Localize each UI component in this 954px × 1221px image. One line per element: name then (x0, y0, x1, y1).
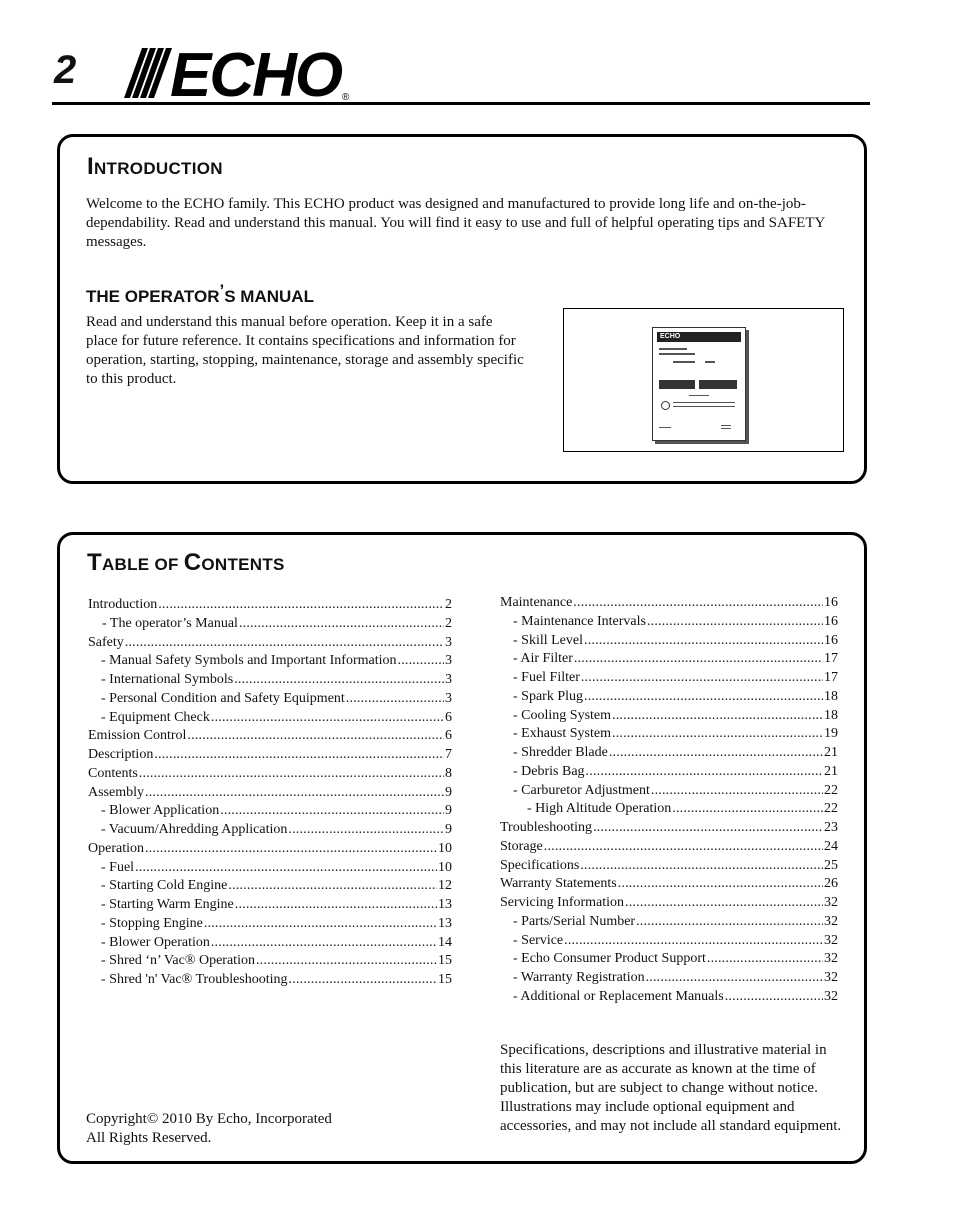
toc-entry (500, 800, 838, 819)
toc-right-column (500, 594, 838, 1007)
toc-leader-dots (612, 725, 823, 744)
toc-entry (88, 934, 452, 953)
toc-leader-dots (647, 613, 823, 632)
toc-entry (88, 615, 452, 634)
toc-entry-label: - High Altitude Operation (527, 801, 672, 817)
manual-cover-image (652, 327, 746, 441)
toc-entry-label: Contents (88, 765, 138, 781)
toc-entry-page: 18 (824, 707, 838, 723)
toc-leader-dots (725, 988, 823, 1007)
toc-entry-page: 22 (824, 801, 838, 817)
toc-entry-label: Specifications (500, 857, 580, 873)
toc-leader-dots (204, 915, 437, 934)
toc-entry (88, 952, 452, 971)
toc-entry-label: Operation (88, 840, 144, 856)
introduction-title: INTRODUCTION (87, 153, 223, 180)
toc-leader-dots (707, 950, 823, 969)
toc-entry-label: - Maintenance Intervals (513, 613, 646, 629)
toc-entry-label: Maintenance (500, 595, 573, 610)
toc-entry (88, 877, 452, 896)
toc-entry-page: 12 (438, 878, 452, 894)
toc-leader-dots (288, 821, 444, 840)
table-of-contents-section (57, 532, 867, 1164)
toc-entry (500, 988, 838, 1007)
toc-entry-label: - Shred ‘n’ Vac® Operation (101, 953, 255, 969)
toc-entry-label: Storage (500, 838, 543, 854)
toc-entry-page: 17 (824, 651, 838, 667)
toc-entry-page: 17 (824, 670, 838, 685)
toc-entry (500, 632, 838, 651)
toc-entry (500, 838, 838, 857)
rights-reserved-line: All Rights Reserved. (86, 1130, 212, 1146)
echo-logo (118, 44, 358, 102)
toc-entry-page: 9 (445, 784, 452, 800)
toc-entry-label: - Echo Consumer Product Support (513, 951, 706, 967)
toc-entry-label: - Cooling System (513, 707, 612, 723)
operators-manual-title: THE OPERATOR’S MANUAL (86, 281, 314, 306)
toc-entry-label: Description (88, 747, 154, 762)
toc-entry-label: - Starting Cold Engine (101, 878, 228, 894)
toc-entry (500, 688, 838, 707)
toc-entry-label: - Debris Bag (513, 763, 585, 779)
toc-leader-dots (586, 763, 823, 782)
toc-entry (500, 594, 838, 613)
toc-entry-page: 9 (445, 822, 452, 837)
toc-entry-page: 13 (438, 915, 452, 931)
toc-entry-page: 14 (438, 934, 452, 950)
toc-leader-dots (584, 688, 823, 707)
toc-leader-dots (564, 932, 823, 951)
toc-entry (88, 690, 452, 709)
toc-entry-page: 32 (824, 951, 838, 967)
toc-entry-page: 32 (824, 932, 838, 948)
toc-entry (88, 896, 452, 915)
toc-leader-dots (584, 632, 823, 651)
toc-leader-dots (228, 877, 437, 896)
toc-leader-dots (125, 634, 444, 653)
toc-entry (88, 671, 452, 690)
toc-entry-label: - Air Filter (513, 651, 573, 667)
toc-entry (500, 650, 838, 669)
toc-entry-page: 32 (824, 895, 838, 910)
toc-entry (500, 875, 838, 894)
header-rule (52, 102, 870, 105)
toc-entry-label: - The operator’s Manual (102, 615, 238, 631)
toc-leader-dots (145, 840, 437, 859)
toc-entry (500, 669, 838, 688)
toc-entry-page: 16 (824, 613, 838, 629)
toc-entry (500, 744, 838, 763)
toc-leader-dots (580, 857, 823, 876)
toc-entry-label: - Skill Level (513, 632, 583, 648)
toc-entry-label: - Warranty Registration (513, 970, 645, 985)
toc-entry (88, 596, 452, 615)
toc-entry (500, 950, 838, 969)
toc-leader-dots (651, 782, 823, 801)
toc-entry (500, 782, 838, 801)
toc-leader-dots (139, 765, 444, 784)
toc-left-column (88, 596, 452, 990)
toc-entry-page: 2 (445, 615, 452, 631)
toc-leader-dots (145, 784, 444, 803)
introduction-text: Welcome to the ECHO family. This ECHO product was designed and manufactured to provide long life and on-the-job-dependability. Read and understand this manual. You will find it easy to use and full of helpful operating tips and SAFETY messages. (86, 196, 825, 250)
toc-leader-dots (289, 971, 437, 990)
toc-entry-label: Assembly (88, 784, 144, 800)
toc-title: TABLE OF CONTENTS (87, 549, 285, 576)
toc-leader-dots (574, 650, 823, 669)
toc-entry-page: 32 (824, 988, 838, 1004)
toc-entry-page: 8 (445, 765, 452, 781)
toc-leader-dots (239, 615, 444, 634)
toc-entry-page: 3 (445, 653, 452, 669)
toc-leader-dots (609, 744, 823, 763)
toc-entry (88, 765, 452, 784)
toc-entry-page: 18 (824, 688, 838, 704)
toc-entry-page: 16 (824, 632, 838, 648)
toc-leader-dots (618, 875, 823, 894)
toc-entry (500, 707, 838, 726)
toc-leader-dots (636, 913, 823, 932)
copyright-notice (86, 1110, 386, 1148)
toc-leader-dots (544, 838, 823, 857)
toc-entry (88, 652, 452, 671)
toc-entry-label: Safety (88, 634, 124, 650)
toc-entry (88, 821, 452, 840)
toc-entry-label: Introduction (88, 597, 158, 612)
toc-entry (88, 784, 452, 803)
toc-entry-label: - Shredder Blade (513, 745, 608, 760)
toc-leader-dots (346, 690, 444, 709)
toc-entry-label: - Personal Condition and Safety Equipment (101, 690, 345, 706)
toc-entry (88, 746, 452, 765)
toc-entry-label: - Additional or Replacement Manuals (513, 988, 724, 1004)
toc-entry (500, 857, 838, 876)
toc-entry (88, 971, 452, 990)
toc-entry (500, 819, 838, 838)
toc-leader-dots (256, 952, 437, 971)
toc-entry-label: - Blower Operation (101, 934, 210, 950)
toc-entry-page: 16 (824, 595, 838, 610)
toc-entry (500, 932, 838, 951)
toc-entry-page: 6 (445, 709, 452, 725)
toc-entry (500, 763, 838, 782)
toc-leader-dots (672, 800, 823, 819)
toc-leader-dots (646, 969, 823, 988)
toc-entry-page: 23 (824, 820, 838, 835)
toc-entry-label: - Manual Safety Symbols and Important Information (101, 653, 397, 669)
toc-entry-page: 2 (445, 597, 452, 612)
toc-entry-label: Emission Control (88, 728, 187, 744)
toc-leader-dots (187, 727, 444, 746)
toc-entry-label: - Stopping Engine (101, 915, 203, 931)
toc-entry (500, 894, 838, 913)
toc-entry-page: 24 (824, 838, 838, 854)
toc-entry-page: 26 (824, 876, 838, 892)
toc-entry-label: - Blower Application (101, 803, 220, 819)
toc-entry (88, 840, 452, 859)
toc-entry-page: 32 (824, 970, 838, 985)
toc-entry-page: 21 (824, 745, 838, 760)
toc-entry-label: - Vacuum/Ahredding Application (101, 822, 288, 837)
manual-cover-logo: ECHO (657, 332, 741, 342)
toc-entry (500, 913, 838, 932)
toc-entry-page: 10 (438, 840, 452, 856)
introduction-section (57, 134, 867, 484)
toc-entry-label: - Fuel (101, 859, 135, 875)
toc-entry-label: - Carburetor Adjustment (513, 782, 650, 798)
toc-entry (88, 709, 452, 728)
toc-entry (500, 969, 838, 988)
toc-entry (88, 634, 452, 653)
toc-entry (88, 915, 452, 934)
toc-entry-page: 13 (438, 897, 452, 912)
toc-leader-dots (158, 596, 444, 615)
toc-entry-label: - International Symbols (101, 672, 234, 687)
logo-text: ECHO (170, 44, 342, 102)
toc-entry (88, 859, 452, 878)
toc-entry-page: 10 (438, 859, 452, 875)
toc-entry-label: - Equipment Check (101, 709, 210, 725)
toc-leader-dots (234, 671, 444, 690)
toc-leader-dots (581, 669, 823, 688)
toc-leader-dots (625, 894, 823, 913)
toc-entry-page: 22 (824, 782, 838, 798)
toc-entry-label: Troubleshooting (500, 820, 593, 835)
toc-entry-page: 6 (445, 728, 452, 744)
toc-leader-dots (211, 934, 437, 953)
disclaimer-text: Specifications, descriptions and illustrative material in this literature are as accurate as known at the time of publication, but are subject to change without notice. Illustrations may include optional equipment and accessories, and may not include all standard equipment. (500, 1042, 842, 1134)
toc-entry-page: 3 (445, 672, 452, 687)
toc-entry-label: - Exhaust System (513, 726, 611, 742)
toc-entry (500, 613, 838, 632)
toc-leader-dots (220, 802, 444, 821)
toc-leader-dots (593, 819, 823, 838)
toc-leader-dots (135, 859, 437, 878)
toc-entry-page: 25 (824, 857, 838, 873)
toc-entry (88, 802, 452, 821)
toc-leader-dots (398, 652, 445, 671)
toc-entry-label: - Starting Warm Engine (101, 897, 234, 912)
toc-entry-page: 3 (445, 690, 452, 706)
toc-leader-dots (211, 709, 444, 728)
toc-leader-dots (612, 707, 823, 726)
toc-entry-label: - Fuel Filter (513, 670, 580, 685)
toc-entry (88, 727, 452, 746)
toc-entry-label: Warranty Statements (500, 876, 617, 892)
toc-entry-page: 32 (824, 913, 838, 929)
copyright-line: Copyright© 2010 By Echo, Incorporated (86, 1111, 332, 1127)
toc-entry-label: - Spark Plug (513, 688, 583, 704)
toc-entry-page: 19 (824, 726, 838, 742)
toc-entry-page: 15 (438, 972, 452, 987)
toc-entry-label: - Shred 'n' Vac® Troubleshooting (101, 972, 288, 987)
toc-entry-page: 3 (445, 634, 452, 650)
registered-mark: ® (342, 92, 350, 102)
toc-entry-page: 15 (438, 953, 452, 969)
toc-entry-label: Servicing Information (500, 895, 625, 910)
page-number: 2 (54, 48, 77, 92)
toc-entry-page: 9 (445, 803, 452, 819)
manual-cover-illustration (563, 308, 844, 452)
toc-leader-dots (235, 896, 437, 915)
toc-entry-page: 21 (824, 763, 838, 779)
toc-entry-label: - Service (513, 932, 564, 948)
toc-entry-page: 7 (445, 747, 452, 762)
toc-entry (500, 725, 838, 744)
operators-manual-text: Read and understand this manual before operation. Keep it in a safe place for future reference. It contains specifications and information for operation, starting, stopping, maintenance, storage and assembly specific to this product. (86, 314, 524, 387)
toc-entry-label: - Parts/Serial Number (513, 913, 636, 929)
toc-leader-dots (573, 594, 823, 613)
toc-leader-dots (154, 746, 444, 765)
